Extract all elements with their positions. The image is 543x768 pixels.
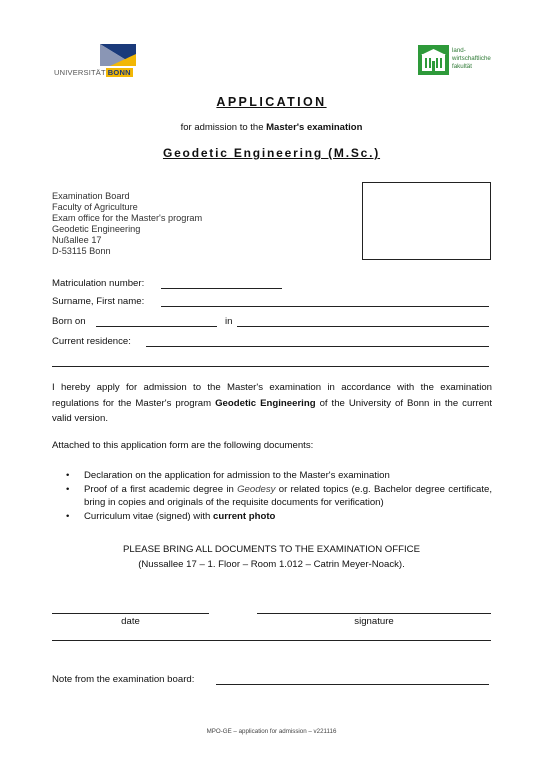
residence-label: Current residence: [52,336,131,347]
date-label: date [121,616,140,627]
address-line: Nußallee 17 [52,235,102,245]
born-in-field[interactable] [237,326,489,327]
surname-field[interactable] [161,306,489,307]
page-title: APPLICATION [216,95,327,109]
footer-version: MPO-GE – application for admission – v221116 [206,728,337,735]
bullet-icon: • [66,470,70,481]
attachments-intro: Attached to this application form are the following documents: [52,440,314,451]
notice-line: PLEASE BRING ALL DOCUMENTS TO THE EXAMINATION OFFICE [123,544,420,555]
born-on-field[interactable] [96,326,217,327]
page-subtitle: for admission to the Master's examination [180,122,363,133]
notice-line: (Nussallee 17 – 1. Floor – Room 1.012 – Catrin Meyer-Noack). [138,559,405,570]
born-in-label: in [225,316,233,327]
photo-box [362,182,491,260]
faculty-logo [418,45,498,77]
matriculation-field[interactable] [161,288,282,289]
submission-notice [0,542,543,572]
university-logo-bonn: BONN [107,68,131,77]
program-title: Geodetic Engineering (M.Sc.) [162,146,381,160]
university-logo-text [54,68,133,77]
residence-field[interactable] [146,346,489,347]
born-on-label: Born on [52,316,86,327]
surname-label: Surname, First name: [52,296,145,307]
documents-list [66,469,492,523]
bullet-icon: • [66,510,70,522]
university-bonn-logo [54,44,136,78]
residence-field-line-2[interactable] [52,366,489,367]
examination-board-note-label: Note from the examination board: [52,674,195,685]
examination-board-note-field[interactable] [216,684,489,685]
address-line: Exam office for the Master's program [52,213,203,223]
address-line: Geodetic Engineering [52,224,141,234]
date-field[interactable] [52,613,209,614]
bullet-icon: • [66,483,70,495]
recipient-address [52,191,202,257]
list-item: • Curriculum vitae (signed) with current photo [66,510,276,522]
matriculation-label: Matriculation number: [52,278,145,289]
address-line: D-53115 Bonn [52,246,111,256]
university-logo-word: UNIVERSITÄT [54,68,106,77]
signature-field[interactable] [257,613,491,614]
list-item: • Declaration on the application for admission to the Master's examination [66,470,390,481]
faculty-logo-building-icon [418,45,449,75]
university-logo-mark-icon [100,44,136,66]
signature-divider [52,640,491,641]
application-statement: I hereby apply for admission to the Master's examination in accordance with the examination regulations for the Master's program Geodetic Engineering of the University of Bonn in the current valid version. [52,382,493,424]
address-line: Examination Board [52,191,130,201]
list-item: • Proof of a first academic degree in Geodesy or related topics (e.g. Bachelor degree certificate, bring in copies and originals of the requisite documents for verification) [66,483,492,508]
signature-label: signature [354,616,394,627]
address-line: Faculty of Agriculture [52,202,138,212]
faculty-logo-text: land- wirtschaftliche fakultät [452,47,491,70]
